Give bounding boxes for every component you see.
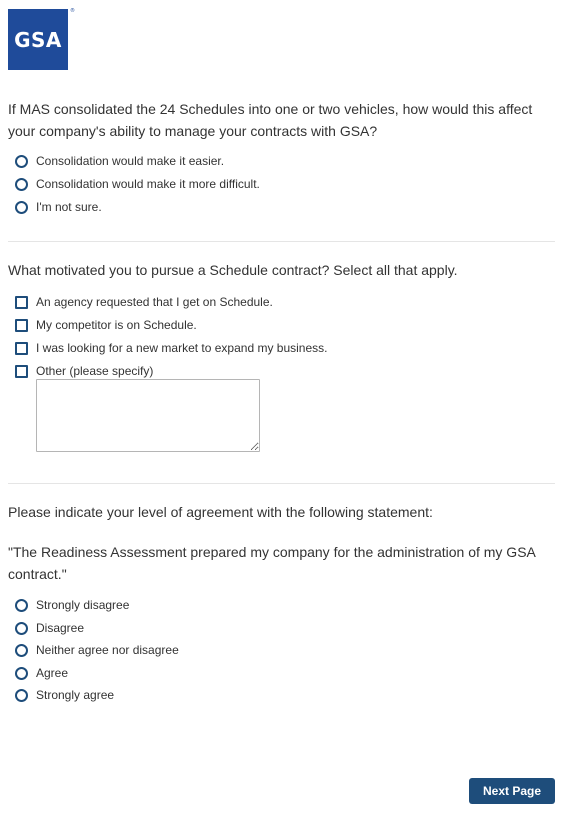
option-neither[interactable] — [15, 641, 179, 659]
option-label: Consolidation would make it easier. — [36, 154, 225, 168]
option-label: Disagree — [36, 621, 85, 635]
option-label: I'm not sure. — [36, 200, 102, 214]
option-consolidation-not-sure[interactable] — [15, 198, 102, 216]
question-statement: "The Readiness Assessment prepared my company for the administration of my GSA contract." — [8, 544, 536, 582]
gsa-logo-text: GSA — [14, 27, 62, 52]
question-consolidation: If MAS consolidated the 24 Schedules into one or two vehicles, how would this affect your company's ability to manage your contracts with GSA? — [8, 101, 533, 139]
option-new-market[interactable] — [15, 339, 327, 357]
option-disagree[interactable] — [15, 619, 84, 637]
checkbox-icon[interactable] — [15, 296, 28, 309]
radio-icon[interactable] — [15, 689, 28, 702]
option-label: I was looking for a new market to expand my business. — [36, 341, 328, 355]
question-agreement-intro: Please indicate your level of agreement with the following statement: — [8, 504, 433, 520]
checkbox-icon[interactable] — [15, 342, 28, 355]
radio-icon[interactable] — [15, 178, 28, 191]
option-label: An agency requested that I get on Schedule. — [36, 295, 273, 309]
radio-icon[interactable] — [15, 667, 28, 680]
gsa-logo — [8, 9, 68, 70]
checkbox-icon[interactable] — [15, 365, 28, 378]
registered-mark: ® — [70, 8, 75, 14]
option-strongly-agree[interactable] — [15, 686, 114, 704]
divider — [8, 241, 555, 242]
option-label: Neither agree nor disagree — [36, 643, 179, 657]
radio-icon[interactable] — [15, 201, 28, 214]
next-page-button[interactable]: Next Page — [469, 778, 555, 804]
checkbox-icon[interactable] — [15, 319, 28, 332]
radio-icon[interactable] — [15, 622, 28, 635]
option-agency-requested[interactable] — [15, 293, 273, 311]
option-label: Strongly disagree — [36, 598, 130, 612]
radio-icon[interactable] — [15, 599, 28, 612]
option-label: Consolidation would make it more difficult. — [36, 177, 260, 191]
option-label: My competitor is on Schedule. — [36, 318, 197, 332]
option-label: Strongly agree — [36, 688, 115, 702]
option-label: Other (please specify) — [36, 364, 154, 378]
radio-icon[interactable] — [15, 155, 28, 168]
option-consolidation-easier[interactable] — [15, 152, 224, 170]
option-competitor-on-schedule[interactable] — [15, 316, 197, 334]
question-motivation: What motivated you to pursue a Schedule contract? Select all that apply. — [8, 262, 458, 278]
radio-icon[interactable] — [15, 644, 28, 657]
option-strongly-disagree[interactable] — [15, 596, 129, 614]
other-specify-textarea[interactable] — [36, 379, 260, 452]
option-label: Agree — [36, 666, 69, 680]
option-other[interactable] — [15, 362, 153, 380]
option-agree[interactable] — [15, 664, 68, 682]
divider — [8, 483, 555, 484]
option-consolidation-more-difficult[interactable] — [15, 175, 260, 193]
